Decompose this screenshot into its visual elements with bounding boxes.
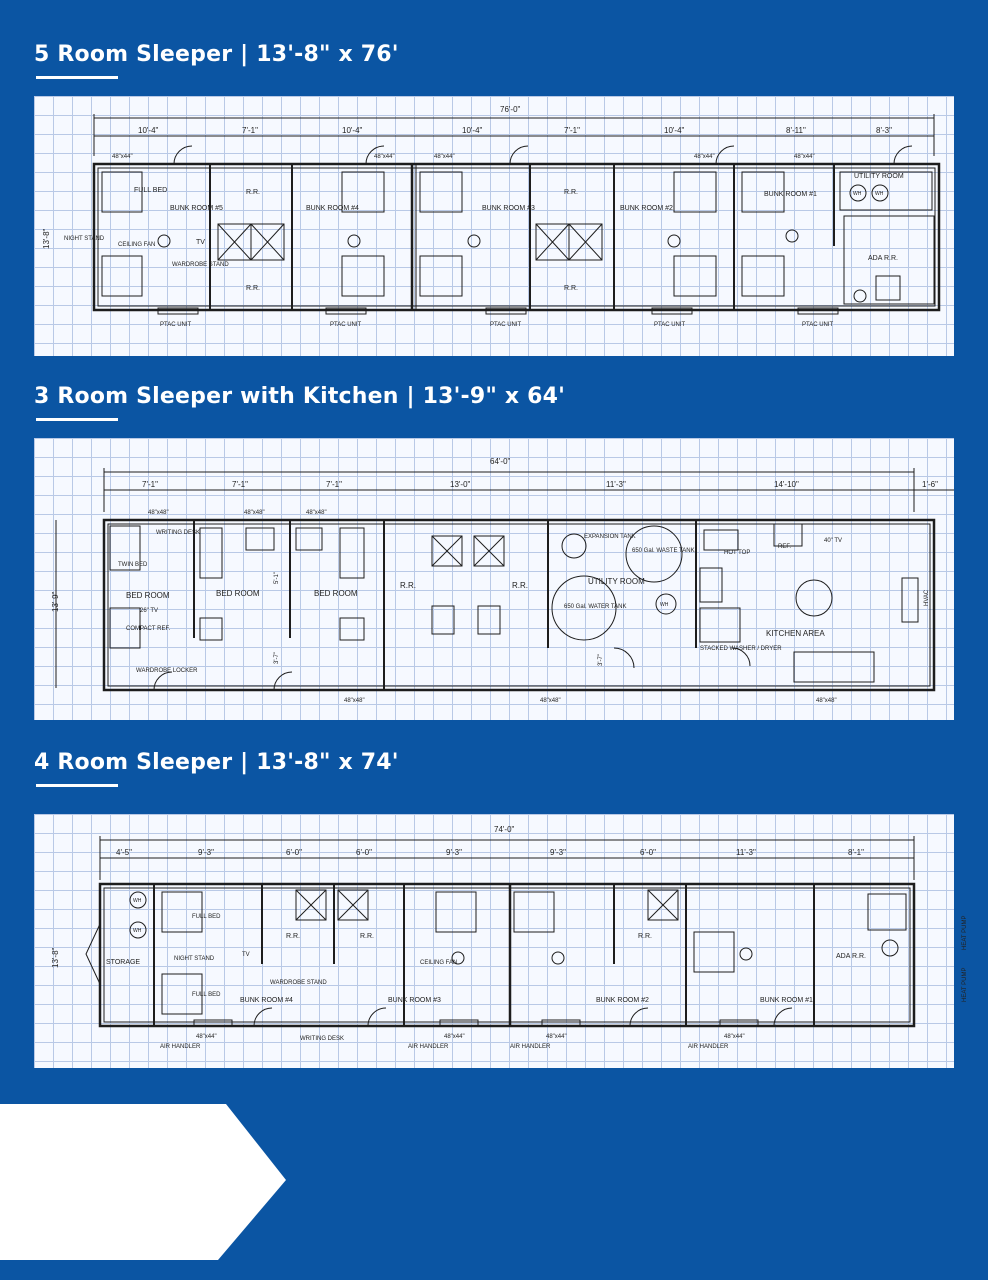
rr-label: R.R. bbox=[286, 933, 300, 940]
room-label: BUNK ROOM #2 bbox=[620, 205, 673, 212]
rr-label: R.R. bbox=[512, 581, 528, 590]
wh-label: WH bbox=[133, 898, 142, 904]
hot-top-label: HOT TOP bbox=[724, 550, 751, 556]
ada-rr-label: ADA R.R. bbox=[868, 255, 898, 262]
compact-ref-label: COMPACT REF. bbox=[126, 626, 171, 632]
waste-tank-label: 650 Gal. WASTE TANK bbox=[632, 548, 695, 554]
title-underline bbox=[36, 76, 118, 79]
night-stand-label: NIGHT STAND bbox=[64, 236, 105, 242]
dim-6: 14'-10" bbox=[774, 480, 799, 489]
night-stand-label: NIGHT STAND bbox=[174, 956, 215, 962]
water-tank-label: 650 Gal. WATER TANK bbox=[564, 604, 627, 610]
window-label: 48"x44" bbox=[694, 154, 715, 160]
floor-plan-4-room bbox=[34, 814, 968, 1068]
dim-6: 9'-3" bbox=[550, 848, 566, 857]
full-bed-label: FULL BED bbox=[192, 914, 221, 920]
utility-room-label: UTILITY ROOM bbox=[854, 173, 904, 180]
section-title-4-room: 4 Room Sleeper | 13'-8" x 74' bbox=[34, 750, 399, 775]
rr-label: R.R. bbox=[246, 189, 260, 196]
width-dimension: 13'-8" bbox=[51, 947, 60, 968]
air-handler-label: AIR HANDLER bbox=[408, 1044, 449, 1050]
dim-3: 7'-1" bbox=[326, 480, 342, 489]
room-label: BUNK ROOM #4 bbox=[240, 997, 293, 1004]
dim-2: 7'-1" bbox=[242, 126, 258, 135]
window-label: 48"x44" bbox=[444, 1034, 465, 1040]
kitchen-area-label: KITCHEN AREA bbox=[766, 629, 825, 638]
window-label: 48"x48" bbox=[244, 510, 265, 516]
room-label: BUNK ROOM #2 bbox=[596, 997, 649, 1004]
wardrobe-label: WARDROBE STAND bbox=[172, 262, 229, 268]
wh-label: WH bbox=[853, 191, 862, 197]
room-label: BUNK ROOM #3 bbox=[388, 997, 441, 1004]
tv-label: TV bbox=[196, 239, 205, 246]
bed-room-label: BED ROOM bbox=[314, 589, 358, 598]
rr-label: R.R. bbox=[564, 189, 578, 196]
full-bed-label: FULL BED bbox=[134, 187, 168, 194]
bed-room-label: BED ROOM bbox=[126, 591, 170, 600]
dim-7: 1'-6" bbox=[922, 480, 938, 489]
wh-label: WH bbox=[875, 191, 884, 197]
hvac-label: HVAC bbox=[924, 589, 930, 606]
window-label: 48"x48" bbox=[306, 510, 327, 516]
dim-1: 10'-4" bbox=[138, 126, 159, 135]
dim-7: 8'-11" bbox=[786, 126, 806, 135]
dim-4: 10'-4" bbox=[462, 126, 483, 135]
ptac-label: PTAC UNIT bbox=[330, 322, 362, 328]
width-dimension: 13'-8" bbox=[42, 228, 51, 249]
small-dimension: 3'-7" bbox=[598, 654, 604, 666]
floor-plan-3-room-drawing bbox=[34, 438, 954, 720]
dim-2: 7'-1" bbox=[232, 480, 248, 489]
expansion-tank-label: EXPANSION TANK bbox=[584, 534, 636, 540]
ptac-label: PTAC UNIT bbox=[802, 322, 834, 328]
dim-3: 10'-4" bbox=[342, 126, 363, 135]
room-label: BUNK ROOM #3 bbox=[482, 205, 535, 212]
floor-plan-3-room bbox=[34, 438, 954, 720]
stacked-washer-dryer-label: STACKED WASHER / DRYER bbox=[700, 646, 782, 652]
dim-1: 4'-5" bbox=[116, 848, 132, 857]
width-dimension: 13'-9" bbox=[51, 591, 60, 612]
dim-4: 6'-0" bbox=[356, 848, 372, 857]
window-label: 48"x44" bbox=[546, 1034, 567, 1040]
rr-label: R.R. bbox=[638, 933, 652, 940]
tv-label: 26" TV bbox=[140, 608, 159, 614]
writing-desk-label: WRITING DESK bbox=[156, 530, 201, 536]
room-label: BUNK ROOM #4 bbox=[306, 205, 359, 212]
full-bed-label: FULL BED bbox=[192, 992, 221, 998]
rr-label: R.R. bbox=[564, 285, 578, 292]
window-label: 48"x48" bbox=[344, 698, 365, 704]
utility-room-label: UTILITY ROOM bbox=[588, 577, 645, 586]
heat-pump-label: HEAT PUMP bbox=[962, 915, 968, 950]
dim-4: 13'-0" bbox=[450, 480, 471, 489]
tv-label: TV bbox=[242, 952, 250, 958]
window-label: 48"x48" bbox=[540, 698, 561, 704]
air-handler-label: AIR HANDLER bbox=[688, 1044, 729, 1050]
section-title-5-room: 5 Room Sleeper | 13'-8" x 76' bbox=[34, 42, 399, 67]
ceiling-fan-label: CEILING FAN bbox=[118, 242, 156, 248]
ptac-label: PTAC UNIT bbox=[160, 322, 192, 328]
window-label: 48"x44" bbox=[196, 1034, 217, 1040]
ptac-label: PTAC UNIT bbox=[654, 322, 686, 328]
writing-desk-label: WRITING DESK bbox=[300, 1036, 345, 1042]
wardrobe-locker-label: WARDROBE LOCKER bbox=[136, 668, 198, 674]
floor-plan-4-room-drawing bbox=[34, 814, 968, 1068]
storage-label: STORAGE bbox=[106, 959, 141, 966]
room-label: BUNK ROOM #1 bbox=[764, 191, 817, 198]
window-label: 48"x44" bbox=[794, 154, 815, 160]
dim-1: 7'-1" bbox=[142, 480, 158, 489]
bed-room-label: BED ROOM bbox=[216, 589, 260, 598]
title-underline bbox=[36, 784, 118, 787]
ref-label: REF. bbox=[778, 544, 792, 550]
overall-dimension: 74'-0" bbox=[494, 825, 515, 834]
wardrobe-label: WARDROBE STAND bbox=[270, 980, 327, 986]
dim-6: 10'-4" bbox=[664, 126, 685, 135]
ceiling-fan-label: CEILING FAN bbox=[420, 960, 458, 966]
decorative-arrow-block bbox=[0, 1104, 300, 1264]
wh-label: WH bbox=[133, 928, 142, 934]
window-label: 48"x44" bbox=[724, 1034, 745, 1040]
room-label: BUNK ROOM #1 bbox=[760, 997, 813, 1004]
mid-dimension: 5'-1" bbox=[274, 572, 280, 584]
section-title-3-room: 3 Room Sleeper with Kitchen | 13'-9" x 64' bbox=[34, 384, 566, 409]
window-label: 48"x44" bbox=[374, 154, 395, 160]
floor-plan-5-room bbox=[34, 96, 954, 356]
dim-2: 9'-3" bbox=[198, 848, 214, 857]
dim-5: 11'-3" bbox=[606, 480, 626, 489]
title-underline bbox=[36, 418, 118, 421]
room-label: BUNK ROOM #5 bbox=[170, 205, 223, 212]
ptac-label: PTAC UNIT bbox=[490, 322, 522, 328]
window-label: 48"x44" bbox=[112, 154, 133, 160]
heat-pump-label: HEAT PUMP bbox=[962, 967, 968, 1002]
dim-3: 6'-0" bbox=[286, 848, 302, 857]
twin-bed-label: TWIN BED bbox=[118, 562, 148, 568]
dim-7: 6'-0" bbox=[640, 848, 656, 857]
window-label: 48"x48" bbox=[148, 510, 169, 516]
dim-9: 8'-1" bbox=[848, 848, 864, 857]
dim-8: 11'-3" bbox=[736, 848, 756, 857]
dim-5: 7'-1" bbox=[564, 126, 580, 135]
dim-5: 9'-3" bbox=[446, 848, 462, 857]
rr-label: R.R. bbox=[400, 581, 416, 590]
small-dimension: 3'-7" bbox=[274, 652, 280, 664]
dim-8: 8'-3" bbox=[876, 126, 892, 135]
window-label: 48"x48" bbox=[816, 698, 837, 704]
air-handler-label: AIR HANDLER bbox=[510, 1044, 551, 1050]
rr-label: R.R. bbox=[246, 285, 260, 292]
air-handler-label: AIR HANDLER bbox=[160, 1044, 201, 1050]
rr-label: R.R. bbox=[360, 933, 374, 940]
tv40-label: 40" TV bbox=[824, 538, 843, 544]
window-label: 48"x44" bbox=[434, 154, 455, 160]
wh-label: WH bbox=[660, 602, 669, 608]
ada-rr-label: ADA R.R. bbox=[836, 953, 866, 960]
overall-dimension: 76'-0" bbox=[500, 105, 521, 114]
floor-plan-5-room-drawing bbox=[34, 96, 954, 356]
overall-dimension: 64'-0" bbox=[490, 457, 511, 466]
